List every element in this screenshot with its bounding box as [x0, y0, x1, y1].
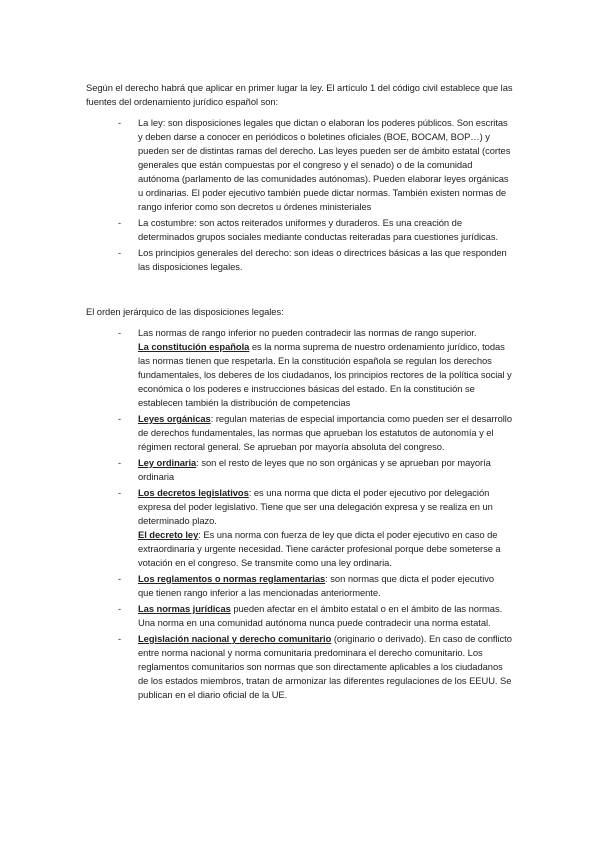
list-item [114, 116, 512, 214]
decreto-ley-text: : Es una norma con fuerza de ley que dicta el poder ejecutivo en caso de extraordinaria y urgente necesidad. Tiene carácter profesional porque debe someterse a votación en el congreso. Se transmite como una ley ordinaria. [138, 529, 501, 568]
list-item [114, 246, 512, 274]
ley-ordinaria-term: Ley ordinaria [138, 457, 197, 468]
list-item [114, 326, 512, 410]
list-item [114, 412, 512, 454]
orden-title: El orden jerárquico de las disposiciones legales: [86, 306, 284, 317]
constitucion-term: La constitución española [138, 341, 250, 352]
list-item [114, 572, 512, 600]
legislacion-term: Legislación nacional y derecho comunitario [138, 633, 332, 644]
bullet-marker: - [118, 603, 122, 614]
list-item [114, 216, 512, 244]
bullet-marker: - [118, 327, 122, 338]
leyes-organicas-term: Leyes orgánicas [138, 413, 211, 424]
legislacion-text: (originario o derivado). En caso de conflicto entre norma nacional y norma comunitaria predominara el derecho comunitario. Los reglamentos comunitarios son normas que son directamente aplicables a los ciudadanos de los estados miembros, tratan de armonizar las diferentes regulaciones de los EEUU. Se publican en el diario oficial de la UE. [138, 633, 512, 700]
intro-paragraph: Según el derecho habrá que aplicar en primer lugar la ley. El artículo 1 del código civil establece que las fuentes del ordenamiento jurídico español son: [86, 82, 513, 107]
list-item [114, 486, 512, 570]
decretos-legislativos-term: Los decretos legislativos [138, 487, 249, 498]
bullet-marker: - [118, 413, 122, 424]
constitucion-text: es la norma suprema de nuestro ordenamiento jurídico, todas las normas tienen que respetarla. En la constitución española se regulan los derechos fundamentales, los deberes de los ciudadanos, los principios rectores de la política social y económica o los poderes e instrucciones básicas del estado. En la constitución se establecen también la distribución de competencias [138, 341, 512, 408]
fuente-costumbre-text: La costumbre: son actos reiterados uniformes y duraderos. Es una creación de determinados grupos sociales mediante conductas reiteradas para cuestiones jurídicas. [138, 217, 499, 242]
list-item [114, 456, 512, 484]
bullet-marker: - [118, 217, 122, 228]
reglamentos-term: Los reglamentos o normas reglamentarias [138, 573, 326, 584]
leyes-organicas-text: : regulan materias de especial importancia como pueden ser el desarrollo de derechos fundamentales, las normas que aprueban los estatutos de autonomía y el régimen rectoral general. Se aprueban por mayoría absoluta del congreso. [138, 413, 512, 452]
list-item [114, 602, 512, 630]
bullet-marker: - [118, 573, 122, 584]
reglamentos-text: : son normas que dicta el poder ejecutivo que tienen rango inferior a las mencionadas anteriormente. [138, 573, 495, 598]
fuentes-list [114, 116, 512, 276]
jerarquia-list [114, 326, 512, 704]
jerarquia-intro-text: Las normas de rango inferior no pueden contradecir las normas de rango superior. [138, 327, 477, 338]
decretos-legislativos-text: : es una norma que dicta el poder ejecutivo por delegación expresa del poder legislativo. Tiene que ser una delegación expresa y se realiza en un determinado plazo. [138, 487, 493, 526]
bullet-marker: - [118, 457, 122, 468]
fuente-ley-text: La ley: son disposiciones legales que dictan o elaboran los poderes públicos. Son escritas y deben darse a conocer en periódicos o boletines oficiales (BOE, BOCAM, BOP…) y pueden ser de distintas ramas del derecho. Las leyes pueden ser de ámbito estatal (cortes generales que están compuestas por el congreso y el senado) o de la comunidad autónoma (parlamento de las comunidades autónomas). Pueden elaborar leyes orgánicas u ordinarias. El poder ejecutivo también puede dictar normas. También existen normas de rango inferior como son decretos u órdenes ministeriales [138, 117, 511, 212]
normas-juridicas-text: pueden afectar en el ámbito estatal o en el ámbito de las normas. Una norma en una comunidad autónoma nunca puede contradecir una norma estatal. [138, 603, 503, 628]
list-item [114, 632, 512, 702]
normas-juridicas-term: Las normas jurídicas [138, 603, 231, 614]
ley-ordinaria-text: : son el resto de leyes que no son orgánicas y se aprueban por mayoría ordinaria [138, 457, 491, 482]
decreto-ley-term: El decreto ley [138, 529, 199, 540]
fuente-principios-text: Los principios generales del derecho: son ideas o directrices básicas a las que responden las disposiciones legales. [138, 247, 507, 272]
bullet-marker: - [118, 247, 122, 258]
bullet-marker: - [118, 633, 122, 644]
bullet-marker: - [118, 487, 122, 498]
bullet-marker: - [118, 117, 122, 128]
